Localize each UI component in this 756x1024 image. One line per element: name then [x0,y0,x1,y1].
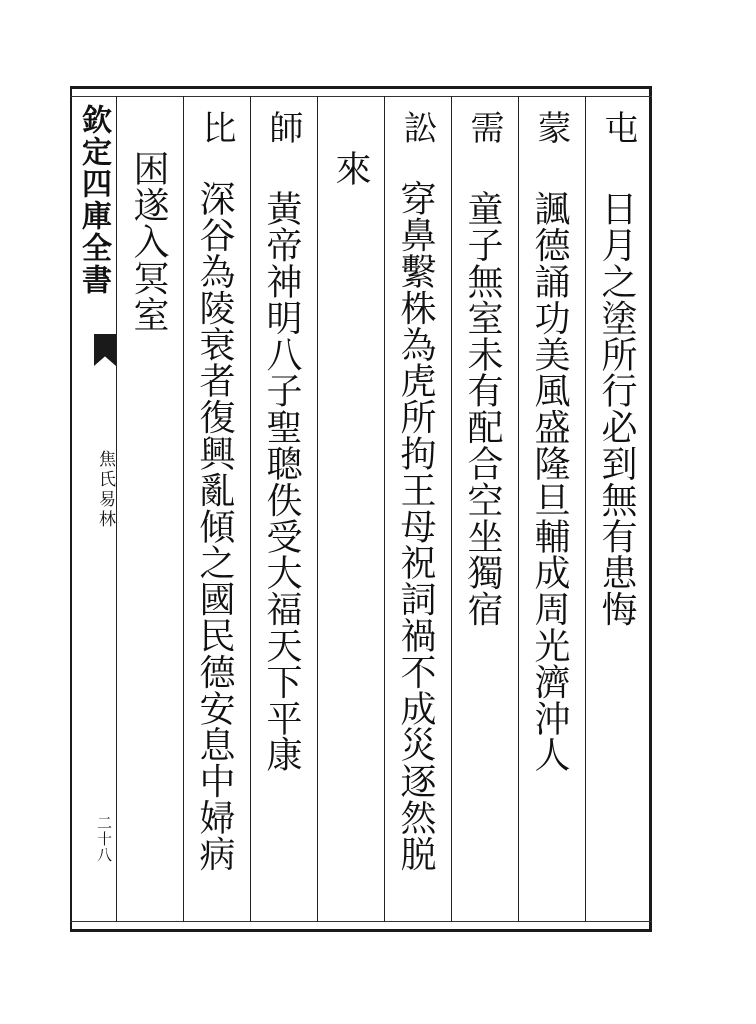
frame-top-rule [70,96,652,97]
verse-text-bi: 深谷為陵衰者復興亂傾之國民德安息中婦病 [194,180,235,872]
column-rule [518,96,519,922]
verse-text-shi: 黃帝神明八子聖聰佚受大福天下平康 [261,190,302,773]
column-rule [317,96,318,922]
verse-text-song: 穿鼻繫株為虎所拘王母祝詞禍不成災逐然脱 [395,180,436,872]
frame-bottom-rule [70,921,652,922]
verse-text-tun: 日月之塗所行必到無有患悔 [596,190,637,627]
verse-text-meng: 諷德誦功美風盛隆旦輔成周光濟沖人 [529,190,570,773]
column-rule [116,96,117,922]
column-rule [250,96,251,922]
hexagram-heading-xu: 需 [464,110,504,148]
hexagram-heading-meng: 蒙 [531,110,571,148]
column-rule [384,96,385,922]
hexagram-heading-tun: 屯 [598,110,638,148]
hexagram-heading-bi: 比 [196,110,236,148]
page-number: 二十八 [95,815,113,863]
hexagram-heading-shi: 師 [263,110,303,148]
book-title: 焦氏易林 [95,450,115,530]
collection-title: 欽定四庫全書 [76,104,111,296]
verse-text-xu: 童子無室未有配合空坐獨宿 [462,190,503,627]
verse-continuation-bi: 困遂入冥室 [128,150,169,332]
verse-continuation-song: 來 [330,150,371,187]
column-rule [183,96,184,922]
hexagram-heading-song: 訟 [397,110,437,148]
column-rule [585,96,586,922]
column-rule [451,96,452,922]
